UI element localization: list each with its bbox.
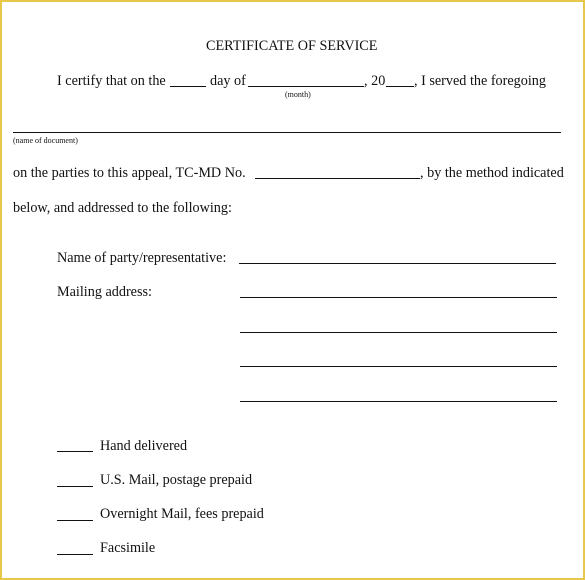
month-caption: (month) bbox=[285, 90, 311, 99]
method-mail-blank[interactable] bbox=[57, 486, 93, 487]
certify-year-prefix: , 20 bbox=[364, 73, 386, 89]
addressed-text: below, and addressed to the following: bbox=[13, 200, 232, 216]
name-label: Name of party/representative: bbox=[57, 250, 227, 266]
year-field[interactable] bbox=[386, 86, 414, 87]
document-name-caption: (name of document) bbox=[13, 136, 78, 145]
certify-day-text: day of bbox=[210, 73, 246, 89]
certify-suffix-text: , I served the foregoing bbox=[414, 73, 546, 89]
address-line-3[interactable] bbox=[240, 366, 557, 367]
mailing-label: Mailing address: bbox=[57, 284, 152, 300]
name-field[interactable] bbox=[239, 263, 556, 264]
parties-suffix-text: , by the method indicated bbox=[420, 165, 564, 181]
method-hand-blank[interactable] bbox=[57, 451, 93, 452]
method-overnight-blank[interactable] bbox=[57, 520, 93, 521]
document-name-field[interactable] bbox=[13, 132, 561, 133]
case-number-field[interactable] bbox=[255, 178, 420, 179]
method-mail-label: U.S. Mail, postage prepaid bbox=[100, 472, 253, 488]
method-overnight-label: Overnight Mail, fees prepaid bbox=[100, 506, 264, 522]
certify-prefix-text: I certify that on the bbox=[57, 73, 166, 89]
method-facsimile-label: Facsimile bbox=[100, 540, 156, 556]
address-line-1[interactable] bbox=[240, 297, 557, 298]
method-hand-label: Hand delivered bbox=[100, 438, 188, 454]
address-line-4[interactable] bbox=[240, 401, 557, 402]
method-facsimile-blank[interactable] bbox=[57, 554, 93, 555]
document-title: CERTIFICATE OF SERVICE bbox=[206, 38, 378, 54]
address-line-2[interactable] bbox=[240, 332, 557, 333]
parties-prefix-text: on the parties to this appeal, TC-MD No. bbox=[13, 165, 246, 181]
day-field[interactable] bbox=[170, 86, 206, 87]
month-field[interactable] bbox=[248, 86, 364, 87]
